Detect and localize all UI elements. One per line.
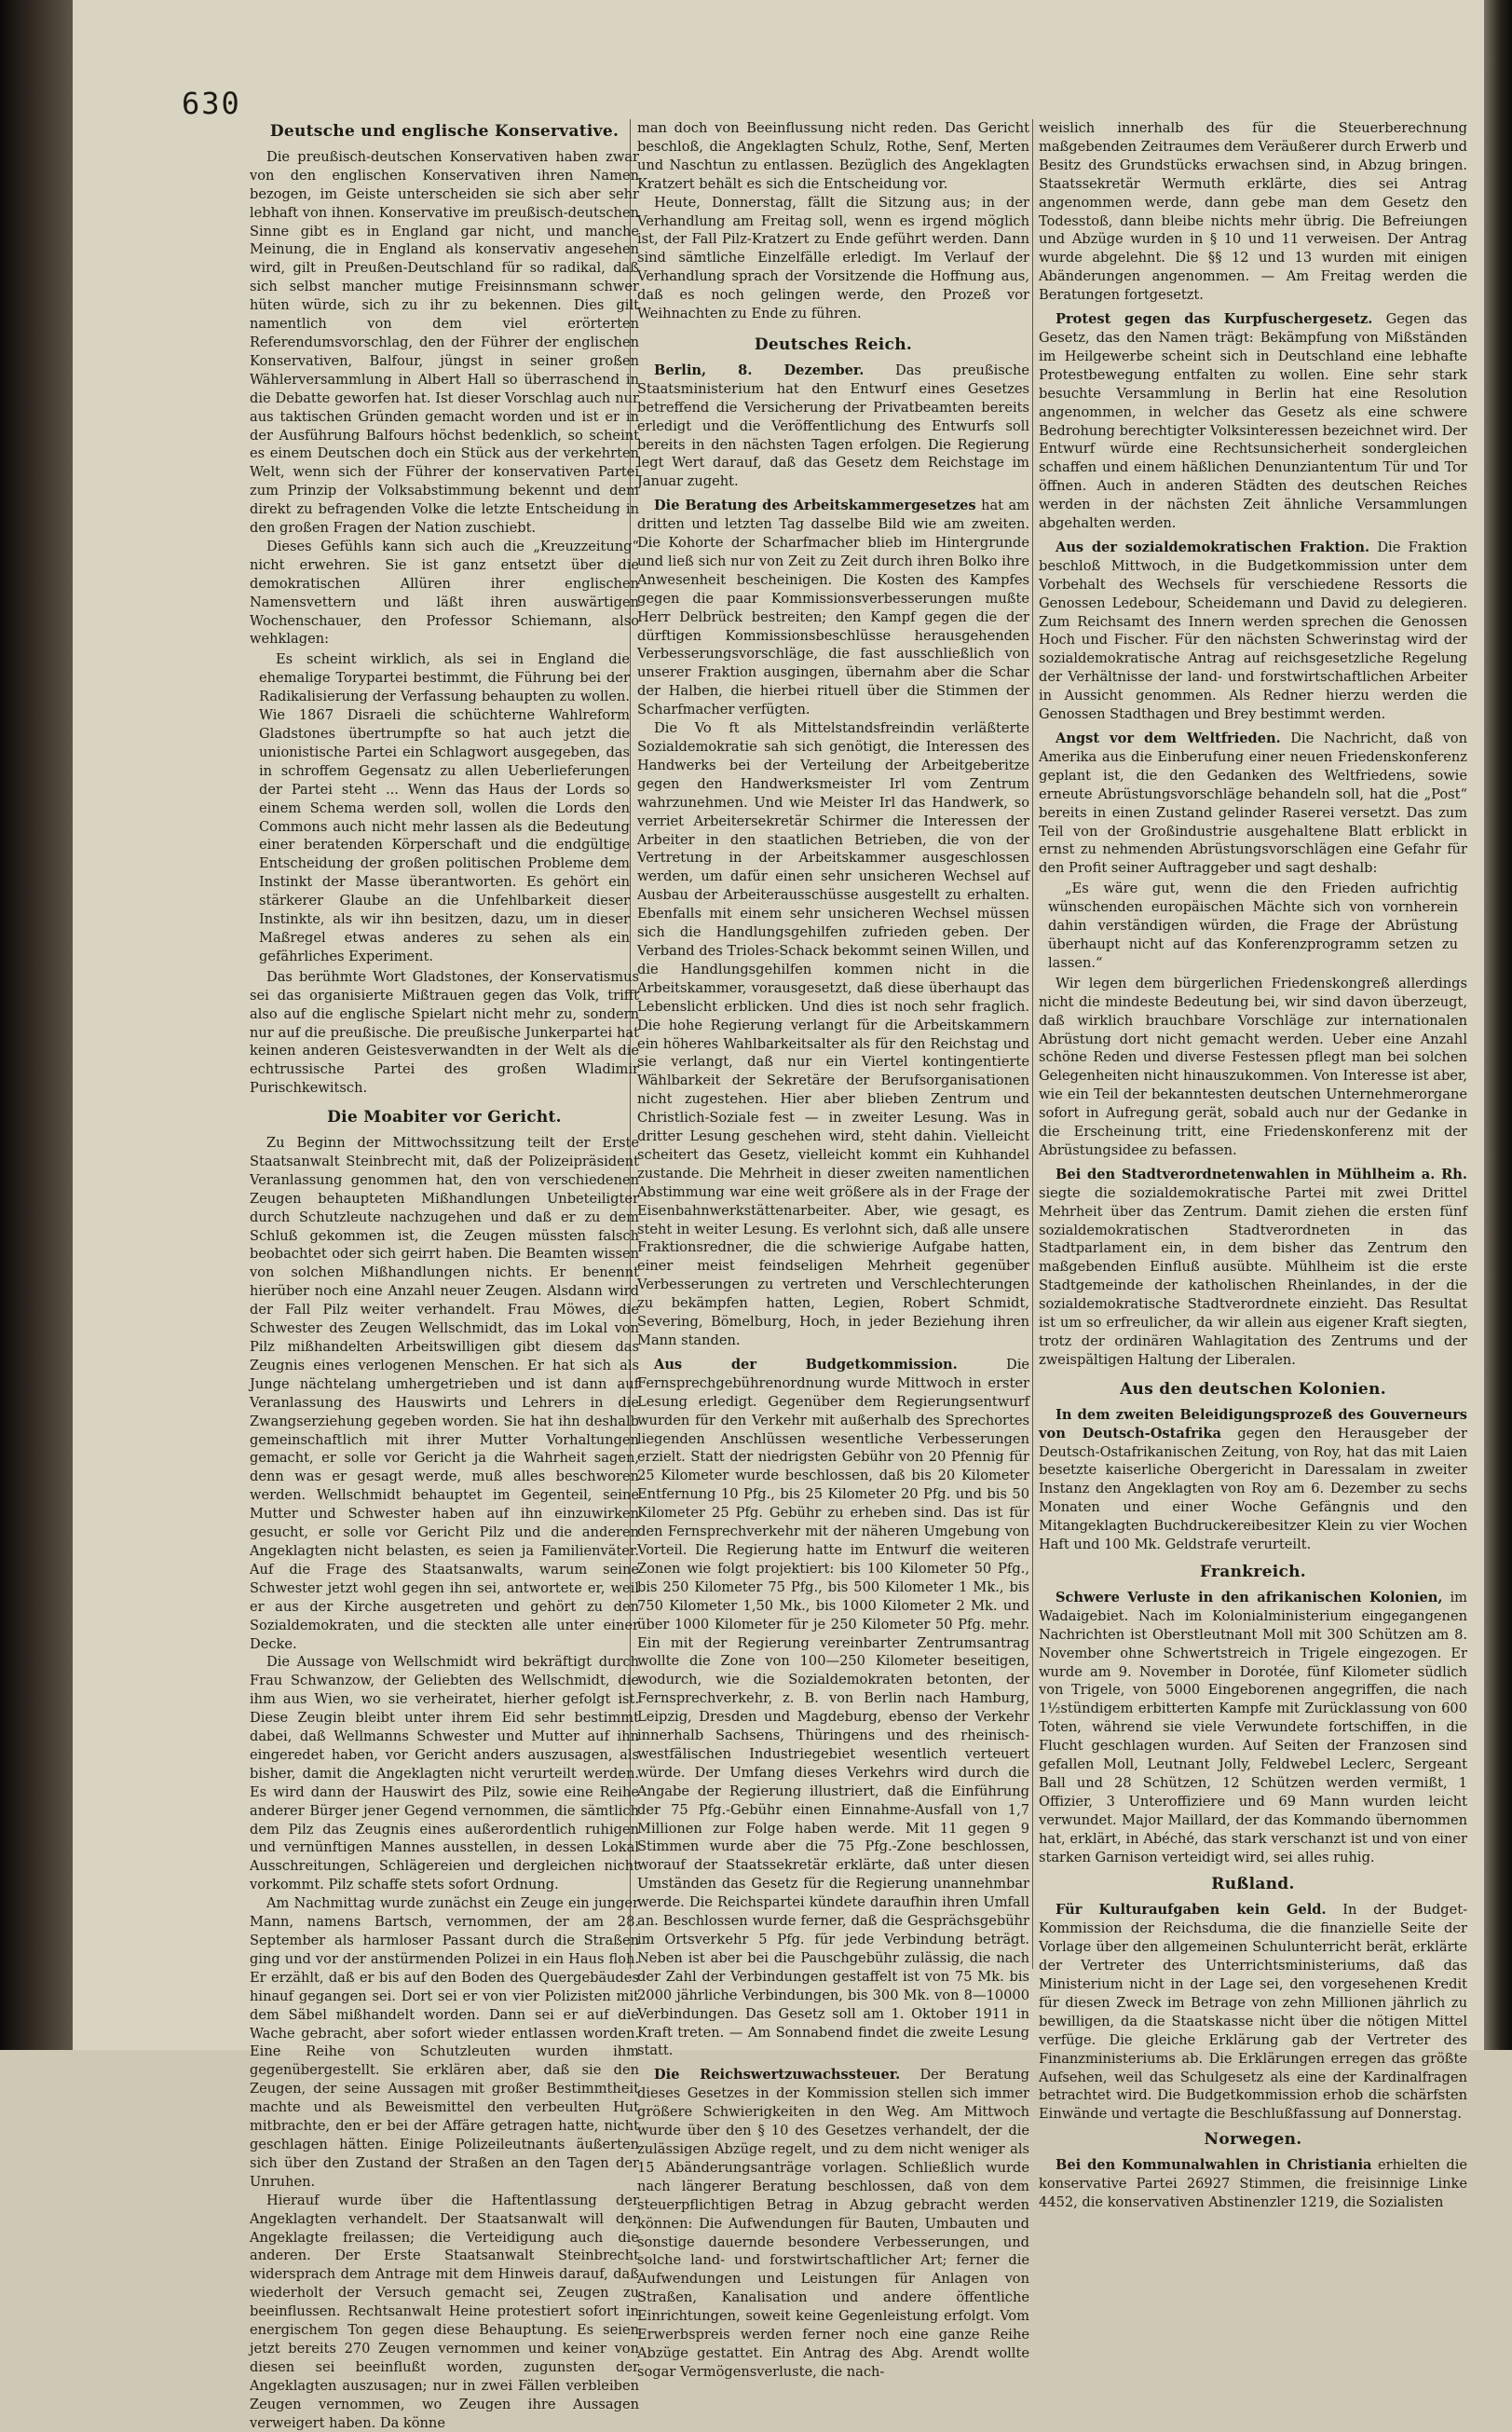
paragraph: Heute, Donnerstag, fällt die Sitzung aus; in der Verhandlung am Freitag soll, wenn es irgend möglich ist, der Fall Pilz-Kratzert zu Ende geführt werden. Dann sind sämtliche Einzelfälle erledigt. Im Verlauf der Verhandlung sprach der Vorsitzende die Hoffnung aus, daß es noch gelingen werde, den Prozeß vor Weihnachten zu Ende zu führen.	[637, 194, 1029, 322]
paragraph-text: erhielten die konservative Partei 26927 Stimmen, die freisinnige Linke 4452, die konservativen Abstinenzler 1219, die Sozialisten	[1039, 2157, 1467, 2210]
paragraph: Am Nachmittag wurde zunächst ein Zeuge ein junger Mann, namens Bartsch, vernommen, der am 28. September als harmloser Passant durch die Straßen ging und vor der anstürmenden Polizei in ein Haus floh. Er erzählt, daß er bis auf den Boden des Quergebäudes hinauf gegangen sei. Dort sei er von vier Polizisten mit dem Säbel mißhandelt worden. Dann sei er auf die Wache gebracht, aber sofort wieder entlassen worden. Eine Reihe von Schutzleuten wurden ihm gegenübergestellt. Sie erklären aber, daß sie den Zeugen, der seine Aussagen mit großer Bestimmtheit machte und als Beweismittel den verbeulten Hut mitbrachte, den er bei der Affäre getragen hatte, nicht geschlagen hätten. Einige Polizeileutnants äußerten sich über den Zustand der Straßen an den Tagen der Unruhen.	[250, 1895, 639, 2190]
paragraph-text: In der Budget-Kommission der Reichsduma, die die finanzielle Seite der Vorlage über den allgemeinen Schulunterricht berät, erklärte der Vertreter des Unterrichtsministeriums, daß das Ministerium nicht in der Lage sei, den vorgesehenen Kredit für diesen Zweck im Betrage von zehn Millionen jährlich zu bewilligen, da die Staatskasse nicht über die nötigen Mittel verfüge. Die gleiche Erklärung gab der Vertreter des Finanzministeriums ab. Die Erklärungen erregen das größte Aufsehen, weil das Schulgesetz als eine der Kardinalfragen betrachtet wird. Die Budgetkommission erhob die schärfsten Einwände und vertagte die Beschlußfassung auf Donnerstag.	[1039, 1902, 1467, 2123]
section-title: Rußland.	[1211, 1875, 1295, 1894]
paragraph: Die preußisch-deutschen Konservativen haben zwar von den englischen Konservativen ihren Namen bezogen, im Geiste unterscheiden sie sich aber sehr lebhaft von ihnen. Konservative im preußisch-deutschen Sinne gibt es in England gar nicht, und manche Meinung, die in England als konservativ angesehen wird, gilt in Preußen-Deutschland für so radikal, daß sich selbst mancher mutige Freisinnsmann schwer hüten würde, sich zu ihr zu bekennen. Dies gilt namentlich von dem viel erörterten Referendumsvorschlag, den der Führer der englischen Konservativen, Balfour, jüngst in seiner großen Wählerversammlung in Albert Hall so überraschend in die Debatte geworfen hat. Ist dieser Vorschlag auch nur aus taktischen Gründen gemacht worden und ist er in der Ausführung Balfours höchst bedenklich, so scheint es einem Deutschen doch ein Stück aus der verkehrten Welt, wenn sich der Führer der konservativen Partei zum Prinzip der Volksabstimmung bekennt und dem direkt zu befragenden Volke die letzte Entscheidung in den großen Fragen der Nation zuschiebt.	[250, 148, 639, 537]
article-title: Die Moabiter vor Gericht.	[327, 1108, 562, 1127]
paragraph-text: Der Beratung dieses Gesetzes in der Kommission stellen sich immer größere Schwierigkeiten in den Weg. Am Mittwoch wurde über den § 10 des Gesetzes verhandelt, der die zulässigen Abzüge regelt, und zu dem nicht weniger als 15 Abänderungsanträge vorlagen. Schließlich wurde nach längerer Beratung beschlossen, daß von dem steuerpflichtigen Betrag in Abzug gebracht werden können: Die Aufwendungen für Bauten, Umbauten und sonstige dauernde besondere Verbesserungen, und solche land- und forstwirtschaftlicher Art; ferner die Aufwendungen und Leistungen für Anlagen von Straßen, Kanalisation und andere öffentliche Einrichtungen, soweit keine Gegenleistung erfolgt. Vom Erwerbspreis werden ferner noch eine ganze Reihe Abzüge gestattet. Ein Antrag des Abg. Arendt wollte sogar Vermögensverluste, die nach-	[637, 2067, 1029, 2380]
paragraph-text: Die Nachricht, daß von Amerika aus die Einberufung einer neuen Friedenskonferenz geplant ist, die den Gedanken des Weltfriedens, sowie erneute Abrüstungsvorschläge behandeln soll, hat die „Post“ bereits in einen Zustand gelinder Raserei versetzt. Das zum Teil von der Großindustrie ausgehaltene Blatt erblickt in ernst zu nehmenden Abrüstungsvorschlägen eine Gefahr für den Profit seiner Auftraggeber und sagt deshalb:	[1039, 731, 1468, 877]
column-3	[1039, 119, 1468, 2210]
paragraph: weislich innerhalb des für die Steuerberechnung maßgebenden Zeitraumes dem Veräußerer durch Erwerb und Besitz des Grundstücks erwachsen sind, in Abzug bringen. Staatssekretär Wermuth erklärte, dies sei Antrag angenommen werde, dann gebe man dem Gesetz den Todesstoß, dann bleibe nichts mehr übrig. Die Befreiungen und Abzüge wurden in § 10 und 11 verweisen. Der Antrag wurde abgelehnt. Die §§ 12 und 13 wurden mit einigen Abänderungen angenommen. — Am Freitag werden die Beratungen fortgesetzt.	[1039, 120, 1467, 304]
paragraph: man doch von Beeinflussung nicht reden. Das Gericht beschloß, die Angeklagten Schulz, Rothe, Senf, Merten und Naschtun zu entlassen. Bezüglich des Angeklagten Kratzert behält es sich die Entscheidung vor.	[637, 120, 1029, 192]
book-binding-left	[0, 0, 73, 2050]
page-number: 630	[182, 86, 241, 121]
quotation: Es scheint wirklich, als sei in England die ehemalige Torypartei bestimmt, die Führung bei der Radikalisierung der Verfassung behaupten zu wollen. Wie 1867 Disraeli die schüchterne Wahlreform Gladstones übertrumpfte so hat auch jetzt die unionistische Partei ein Schlagwort ausgegeben, das in schroffem Gegensatz zu allen Ueberlieferungen der Partei steht ... Wenn das Haus der Lords so einem Schema werden soll, wollen die Lords den Commons auch nicht mehr lassen als die Bedeutung einer beratenden Körperschaft und die endgültige Entscheidung der großen politischen Probleme dem Instinkt der Masse überantworten. Es gehört ein stärkerer Glaube an die Unfehlbarkeit dieser Instinkte, als wir ihn besitzen, dazu, um in dieser Maßregel etwas anderes zu sehen als ein gefährliches Experiment.	[259, 651, 630, 964]
paragraph-text: Die Fernsprechgebührenordnung wurde Mittwoch in erster Lesung erledigt. Gegenüber dem Regierungsentwurf wurden für den Verkehr mit außerhalb des Sprechortes liegenden Anschlüssen wesentliche Verbesserungen erzielt. Statt der niedrigsten Gebühr von 20 Pfennig für 25 Kilometer wurde beschlossen, daß bis 20 Kilometer Entfernung 10 Pfg., bis 25 Kilometer 20 Pfg. und bis 50 Kilometer 25 Pfg. Gebühr zu erheben sind. Das ist für den Fernsprechverkehr mit der näheren Umgebung von Vorteil. Die Regierung hatte im Entwurf die weiteren Zonen wie folgt projektiert: bis 100 Kilometer 50 Pfg., bis 250 Kilometer 75 Pfg., bis 500 Kilometer 1 Mk., bis 750 Kilometer 1,50 Mk., bis 1000 Kilometer 2 Mk. und über 1000 Kilometer für je 250 Kilometer 50 Pfg. mehr. Ein mit der Regierung vereinbarter Zentrumsantrag wollte die Zone von 100—250 Kilometer beseitigen, wodurch, wie die Sozialdemokraten betonten, der Fernsprechverkehr, z. B. von Berlin nach Hamburg, Leipzig, Dresden und Magdeburg, ebenso der Verkehr innerhalb Sachsens, Thüringens und des rheinisch-westfälischen Industriegebiet wesentlich verteuert würde. Der Umfang dieses Verkehrs wird durch die Angabe der Regierung illustriert, daß die Einführung der 75 Pfg.-Gebühr einen Einnahme-Ausfall von 1,7 Millionen zur Folge haben werde. Mit 11 gegen 9 Stimmen wurde aber die 75 Pfg.-Zone beschlossen, worauf der Staatssekretär erklärte, daß unter diesen Umständen das Gesetz für die Regierung unannehmbar werde. Die Reichspartei kündete daraufhin ihren Umfall an. Beschlossen wurde ferner, daß die Gesprächsgebühr im Ortsverkehr 5 Pfg. für jede Verbindung beträgt. Neben ist aber bei die Pauschgebühr zulässig, die nach der Zahl der Verbindungen gestaffelt ist von 75 Mk. bis 2000 jährliche Verbindungen, bis 300 Mk. von 8—10000 Verbindungen. Das Gesetz soll am 1. Oktober 1911 in Kraft treten. — Am Sonnabend findet die zweite Lesung statt.	[637, 1356, 1030, 2059]
section-title: Norwegen.	[1204, 2130, 1302, 2150]
paragraph-text: gegen den Herausgeber der Deutsch-Ostafrikanischen Zeitung, von Roy, hat das mit Laien besetzte kaiserliche Obergericht in Daressalam in zweiter Instanz den Angeklagten von Roy am 6. Dezember zu sechs Monaten und einer Woche Gefängnis und den Mitangeklagten Buchdruckereibesitzer Klein zu vier Wochen Haft und 100 Mk. Geldstrafe verurteilt.	[1039, 1425, 1468, 1553]
paragraph: Hierauf wurde über die Haftentlassung der Angeklagten verhandelt. Der Staatsanwalt will der Angeklagte freilassen; die Verteidigung auch die anderen. Der Erste Staatsanwalt Steinbrecht widersprach dem Antrage mit dem Hinweis darauf, daß wiederholt der Versuch gemacht sei, Zeugen zu beeinflussen. Rechtsanwalt Heine protestiert sofort in energischem Ton gegen diese Behauptung. Es seien jetzt bereits 270 Zeugen vernommen und keiner von diesen sei beeinflußt worden, zugunsten der Angeklagten auszusagen; nur in zwei Fällen verbleiben Zeugen vernommen, wo Zeugen ihre Aussagen verweigert haben. Da könne	[250, 2192, 639, 2431]
paragraph	[1039, 539, 1467, 724]
paragraph	[1039, 310, 1467, 533]
paragraph	[1039, 1406, 1467, 1554]
article-kicker: In dem zweiten Beleidigungsprozeß des Gouverneurs von Deutsch-Ostafrika	[1039, 1406, 1467, 1441]
paragraph	[1039, 1166, 1467, 1370]
paragraph	[637, 362, 1029, 491]
article-title: Deutsche und englische Konservative.	[269, 122, 620, 141]
article-kicker: Die Reichswertzuwachssteuer.	[654, 2067, 901, 2084]
paragraph	[1039, 730, 1467, 878]
section-title: Frankreich.	[1199, 1562, 1307, 1581]
paragraph: Dieses Gefühls kann sich auch die „Kreuzzeitung“ nicht erwehren. Sie ist ganz entsetzt über die demokratischen Allüren ihrer englischen Namensvettern und läßt ihren auswärtigen Wochenschauer, den Professor Schiemann, also wehklagen:	[250, 538, 639, 648]
article-kicker: Aus der Budgetkommission.	[654, 1356, 958, 1373]
paragraph: Zu Beginn der Mittwochssitzung teilt der Erste Staatsanwalt Steinbrecht mit, daß der Polizeipräsident Veranlassung genommen hat, den von verschiedenen Zeugen behaupteten Mißhandlungen Unbeteiligter durch Schutzleute nachzugehen und daß er zu dem Schluß gekommen ist, die Zeugen müssten falsch beobachtet oder sich geirrt haben. Die Beamten wissen von solchen Mißhandlungen nichts. Er benennt hierüber noch eine Anzahl neuer Zeugen. Alsdann wird der Fall Pilz weiter verhandelt. Frau Möwes, die Schwester des Zeugen Wellschmidt, das im Lokal von Pilz mißhandelten Arbeitswilligen gibt diesem das Zeugnis eines verlogenen Menschen. Er hat sich als Junge nächtelang umhergetrieben und ist dann auf Veranlassung des Hauswirts und Lehrers in die Zwangserziehung gegeben worden. Sie hat ihn deshalb gemeinschaftlich mit ihrer Mutter Vorhaltungen gemacht, er solle vor Gericht ja die Wahrheit sagen, denn was er gesagt werde, muß alles beschworen werden. Wellschmidt behauptet im Gegenteil, seine Mutter und Schwester haben auf ihn einzuwirken gesucht, er solle vor Gericht Pilz und die anderen Angeklagten nicht belasten, es seien ja Familienväter. Auf die Frage des Staatsanwalts, warum seine Schwester jetzt wohl gegen ihn sei, antwortete er, weil er aus der Kirche ausgetreten und gehört zu den Sozialdemokraten, und die steckten alle unter einer Decke.	[250, 1135, 639, 1652]
paragraph-text: Das preußische Staatsministerium hat den Entwurf eines Gesetzes betreffend die Versicherung der Privatbeamten bereits erledigt und die Veröffentlichung des Entwurfs soll bereits in den nächsten Tagen erfolgen. Die Regierung legt Wert darauf, daß das Gesetz dem Reichstage im Januar zugeht.	[637, 362, 1029, 490]
column-2	[637, 119, 1030, 2380]
paragraph	[1039, 1901, 1467, 2124]
article-kicker: Aus der sozialdemokratischen Fraktion.	[1056, 539, 1370, 555]
article-kicker: Angst vor dem Weltfrieden.	[1056, 731, 1281, 746]
quotation: „Es wäre gut, wenn die den Frieden aufrichtig wünschenden europäischen Mächte sich von vornherein dahin verständigen würden, die Frage der Abrüstung überhaupt nicht auf das Konferenzprogramm setzen zu lassen.“	[1048, 881, 1458, 971]
paragraph-text: Gegen das Gesetz, das den Namen trägt: Bekämpfung von Mißständen im Heilgewerbe scheint sich in Deutschland eine lebhafte Protestbewegung entfalten zu wollen. Eine sehr stark besuchte Versammlung in Berlin hat eine Resolution angenommen, in welcher das Gesetz als eine schwere Bedrohung berechtigter Volksinteressen bezeichnet wird. Der Entwurf würde eine Rechtsunsicherheit sondergleichen schaffen und einem häßlichen Denunziantentum Tür und Tor öffnen. Auch in anderen Städten des deutschen Reiches werden in der nächsten Zeit ähnliche Versammlungen abgehalten werden.	[1039, 311, 1467, 532]
paragraph-text: Die Fraktion beschloß Mittwoch, in die Budgetkommission unter dem Vorbehalt des Wechsels für verschiedene Ressorts die Genossen Ledebour, Scheidemann und David zu delegieren. Zum Reichsamt des Innern werden sprechen die Genossen Hoch und Fischer. Für den nächsten Schwerinstag wird der sozialdemokratische Antrag auf reichsgesetzliche Regelung der Verhältnisse der land- und forstwirtschaftlichen Arbeiter in Aussicht genommen. Als Redner hierzu werden die Genossen Stadthagen und Brey bestimmt werden.	[1039, 539, 1467, 723]
article-kicker: Schwere Verluste in den afrikanischen Kolonien,	[1056, 1589, 1443, 1605]
paragraph: Die Vo ft als Mittelstandsfreindin verläßterte Sozialdemokratie sah sich genötigt, die Interessen des Handwerks bei der Verteilung der Arbeitgeberitze gegen den Handwerksmeister Irl vom Zentrum wahrzunehmen. Und wie Meister Irl das Handwerk, so verriet Arbeitersekretär Schirmer die Interessen der Arbeiter in den staatlichen Betrieben, die von der Vertretung in der Arbeitskammer ausgeschlossen werden, um dafür einen sehr unsicheren Wechsel auf Ausbau der Arbeiterausschüsse ausgestellt zu erhalten. Ebenfalls mit einem sehr unsicheren Wechsel müssen sich die Handlungsgehilfen zufrieden geben. Der Verband des Trioles-Schack bekommt seinen Willen, und die Handlungsgehilfen kommen nicht in die Arbeitskammer, vorausgesetzt, daß diese überhaupt das Lebenslicht erblicken. Und dies ist noch sehr fraglich. Die hohe Regierung verlangt für die Arbeitskammern ein höheres Wahlbarkeitsalter als für den Reichstag und sie verlangt, daß nur ein Viertel kontingentierte Wählbarkeit der Sekretäre der Berufsorganisationen nicht zugestehen. Hier aber blieben Zentrum und Christlich-Soziale fest — in zweiter Lesung. Was in dritter Lesung geschehen wird, steht dahin. Vielleicht scheitert das Gesetz, vielleicht kommt ein Kuhhandel zustande. Die Mehrheit in dieser zweiten namentlichen Abstimmung war eine weit größere als in der Frage der Eisenbahnwerkstättenarbeiter. Aber, wie gesagt, es steht in weiter Lesung. Es verlohnt sich, daß alle unsere Fraktionsredner, die die schwierige Aufgabe hatten, einer meist feindseligen Mehrheit gegenüber Verbesserungen zu vertreten und Verschlechterungen zu bekämpfen hatten, Legien, Robert Schmidt, Severing, Bömelburg, Hoch, in jeder Beziehung ihren Mann standen.	[637, 720, 1030, 1348]
section-title: Deutsches Reich.	[754, 335, 913, 354]
paragraph-text: hat am dritten und letzten Tag dasselbe Bild wie am zweiten. Die Kohorte der Scharfmacher blieb im Hintergrunde und ließ sich nur von Zeit zu Zeit durch ihren Bolko ihre Anwesenheit bescheinigen. Die Kosten des Kampfes gegen die paar Kommissionsverbesserungen mußte Herr Delbrück bestreiten; den Kampf gegen die der dürftigen Kommissionsbeschlüsse herausgehenden Verbesserungsvorschläge, die fast ausschließlich von unserer Fraktion ausgingen, übernahm aber die Schar der Halben, die hierbei rituell über die Stimmen der Scharfmacher verfügten.	[637, 498, 1029, 718]
paragraph	[637, 1356, 1029, 2060]
paragraph: Das berühmte Wort Gladstones, der Konservatismus sei das organisierte Mißtrauen gegen das Volk, trifft also auf die englische Spielart nicht mehr zu, sondern nur auf die preußische. Die preußische Junkerpartei hat keinen anderen Geistesverwandten in der Welt als die echtrussische Partei des großen Wladimir Purischkewitsch.	[250, 968, 639, 1097]
paragraph-text: siegte die sozialdemokratische Partei mit zwei Drittel Mehrheit über das Zentrum. Damit ziehen die ersten fünf sozialdemokratischen Stadtverordneten in das Stadtparlament ein, in dem bisher das Zentrum den maßgebenden Einfluß ausübte. Mühlheim ist die erste Stadtgemeinde der katholischen Rheinlandes, in der die sozialdemokratische Stadtverordnete einzieht. Das Resultat ist um so erfreulicher, da wir allein aus eigener Kraft siegten, trotz der ordinären Wahlagitation des Zentrums und der zweispältigen Haltung der Liberalen.	[1039, 1184, 1467, 1368]
paragraph	[1039, 1589, 1467, 1867]
article-kicker: Bei den Kommunalwahlen in Christiania	[1056, 2157, 1372, 2174]
article-kicker: Für Kulturaufgaben kein Geld.	[1056, 1902, 1327, 1919]
column-1	[250, 119, 639, 2431]
column-rule	[1032, 119, 1033, 1969]
paragraph-text: im Wadaigebiet. Nach im Kolonialministerium eingegangenen Nachrichten ist Oberstleutnant Moll mit 300 Schützen am 8. November ohne Schwertstreich in Trigele eingezogen. Er wurde am 9. November in Dorotée, fünf Kilometer südlich von Trigele, von 5000 Eingeborenen angegriffen, die nach 1½stündigem erbitterten Kampfe mit Zurücklassung von 600 Toten, während sie viele Verwundete fortschiffen, in die Flucht geschlagen wurden. Auf Seiten der Franzosen sind gefallen Moll, Leutnant Jolly, Feldwebel Leclerc, Sergeant Ball und 28 Schützen, 12 Schützen werden vermißt, 1 Offizier, 3 Unteroffiziere und 69 Mann wurden leicht verwundet. Major Maillard, der das Kommando übernommen hat, erklärt, in Abéché, das stark verschanzt ist und von einer starken Garnison verteidigt wird, sei alles ruhig.	[1039, 1589, 1468, 1865]
article-kicker: Die Beratung des Arbeitskammergesetzes	[654, 498, 976, 514]
article-kicker: Protest gegen das Kurpfuschergesetz.	[1056, 311, 1373, 328]
paragraph	[637, 2066, 1029, 2381]
paragraph	[637, 497, 1029, 719]
article-kicker: Bei den Stadtverordnetenwahlen in Mühlheim a. Rh.	[1056, 1166, 1467, 1182]
paragraph	[1039, 2156, 1467, 2212]
section-title: Aus den deutschen Kolonien.	[1120, 1379, 1386, 1399]
paragraph: Die Aussage von Wellschmidt wird bekräftigt durch Frau Schwanzow, der Geliebten des Wellschmidt, die ihm aus Wien, wo sie verheiratet, hierher gefolgt ist. Diese Zeugin bleibt unter ihrem Eid sehr bestimmt dabei, daß Wellmanns Schwester und Mutter auf ihn eingeredet haben, vor Gericht anders auszusagen, als bisher, damit die Angeklagten nicht verurteilt werden. Es wird dann der Hauswirt des Pilz, sowie eine Reihe anderer Bürger jener Gegend vernommen, die sämtlich dem Pilz das Zeugnis eines außerordentlich ruhigen und vernünftigen Mannes ausstellen, in dessen Lokal Ausschreitungen, Schlägereien und dergleichen nicht vorkommt. Pilz schaffe stets sofort Ordnung.	[250, 1654, 639, 1893]
paragraph: Wir legen dem bürgerlichen Friedenskongreß allerdings nicht die mindeste Bedeutung bei, wir sind davon überzeugt, daß wirklich brauchbare Vorschläge zur internationalen Abrüstung dort nicht gemacht werden. Ueber eine Anzahl schöne Reden und diverse Festessen pflegt man bei solchen Gelegenheiten nicht hinauszukommen. Von Interesse ist aber, wie ein Teil der bekanntesten deutschen Unternehmerorgane sofort in Aufregung gerät, sobald auch nur der Gedanke in die Erscheinung tritt, eine Friedenskonferenz mit der Abrüstungsidee zu befassen.	[1039, 975, 1467, 1158]
book-binding-right	[1484, 0, 1512, 2050]
dateline: Berlin, 8. Dezember.	[654, 362, 865, 378]
